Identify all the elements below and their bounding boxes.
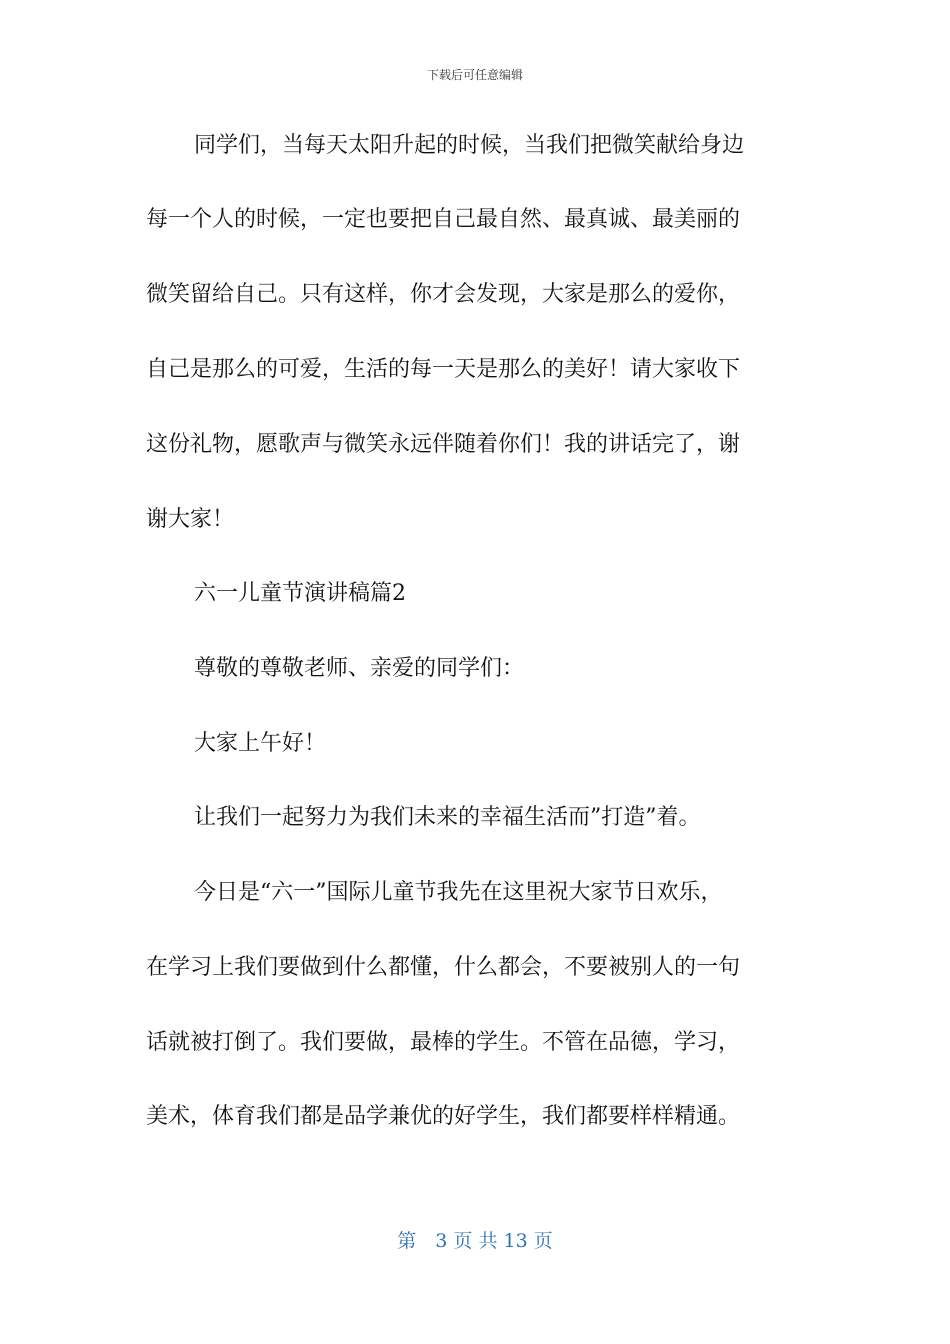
paragraph-line: 同学们，当每天太阳升起的时候，当我们把微笑献给身边: [194, 133, 745, 158]
paragraph-line: 在学习上我们要做到什么都懂，什么都会，不要被别人的一句: [146, 955, 741, 980]
paragraph-line: 自己是那么的可爱，生活的每一天是那么的美好！请大家收下: [146, 357, 741, 382]
paragraph-line: 话就被打倒了。我们要做，最棒的学生。不管在品德，学习，: [146, 1030, 741, 1055]
page-number-footer: 第 3 页 共 13 页: [397, 1230, 553, 1252]
section-heading: 六一儿童节演讲稿篇2: [194, 581, 406, 606]
paragraph-line: 这份礼物，愿歌声与微笑永远伴随着你们！我的讲话完了，谢: [146, 432, 741, 457]
paragraph-line: 让我们一起努力为我们未来的幸福生活而”打造”着。: [194, 805, 701, 830]
paragraph-line: 美术，体育我们都是品学兼优的好学生，我们都要样样精通。: [146, 1104, 741, 1129]
paragraph-line: 今日是“六一”国际儿童节我先在这里祝大家节日欢乐，: [194, 880, 723, 905]
greeting-line: 大家上午好！: [194, 731, 327, 756]
page-header: 下载后可任意编辑: [426, 68, 523, 82]
paragraph-line: 谢大家！: [146, 507, 235, 532]
salutation-line: 尊敬的尊敬老师、亲爱的同学们：: [194, 656, 525, 681]
paragraph-line: 微笑留给自己。只有这样，你才会发现，大家是那么的爱你，: [146, 282, 741, 307]
paragraph-line: 每一个人的时候，一定也要把自己最自然、最真诚、最美丽的: [146, 207, 741, 232]
